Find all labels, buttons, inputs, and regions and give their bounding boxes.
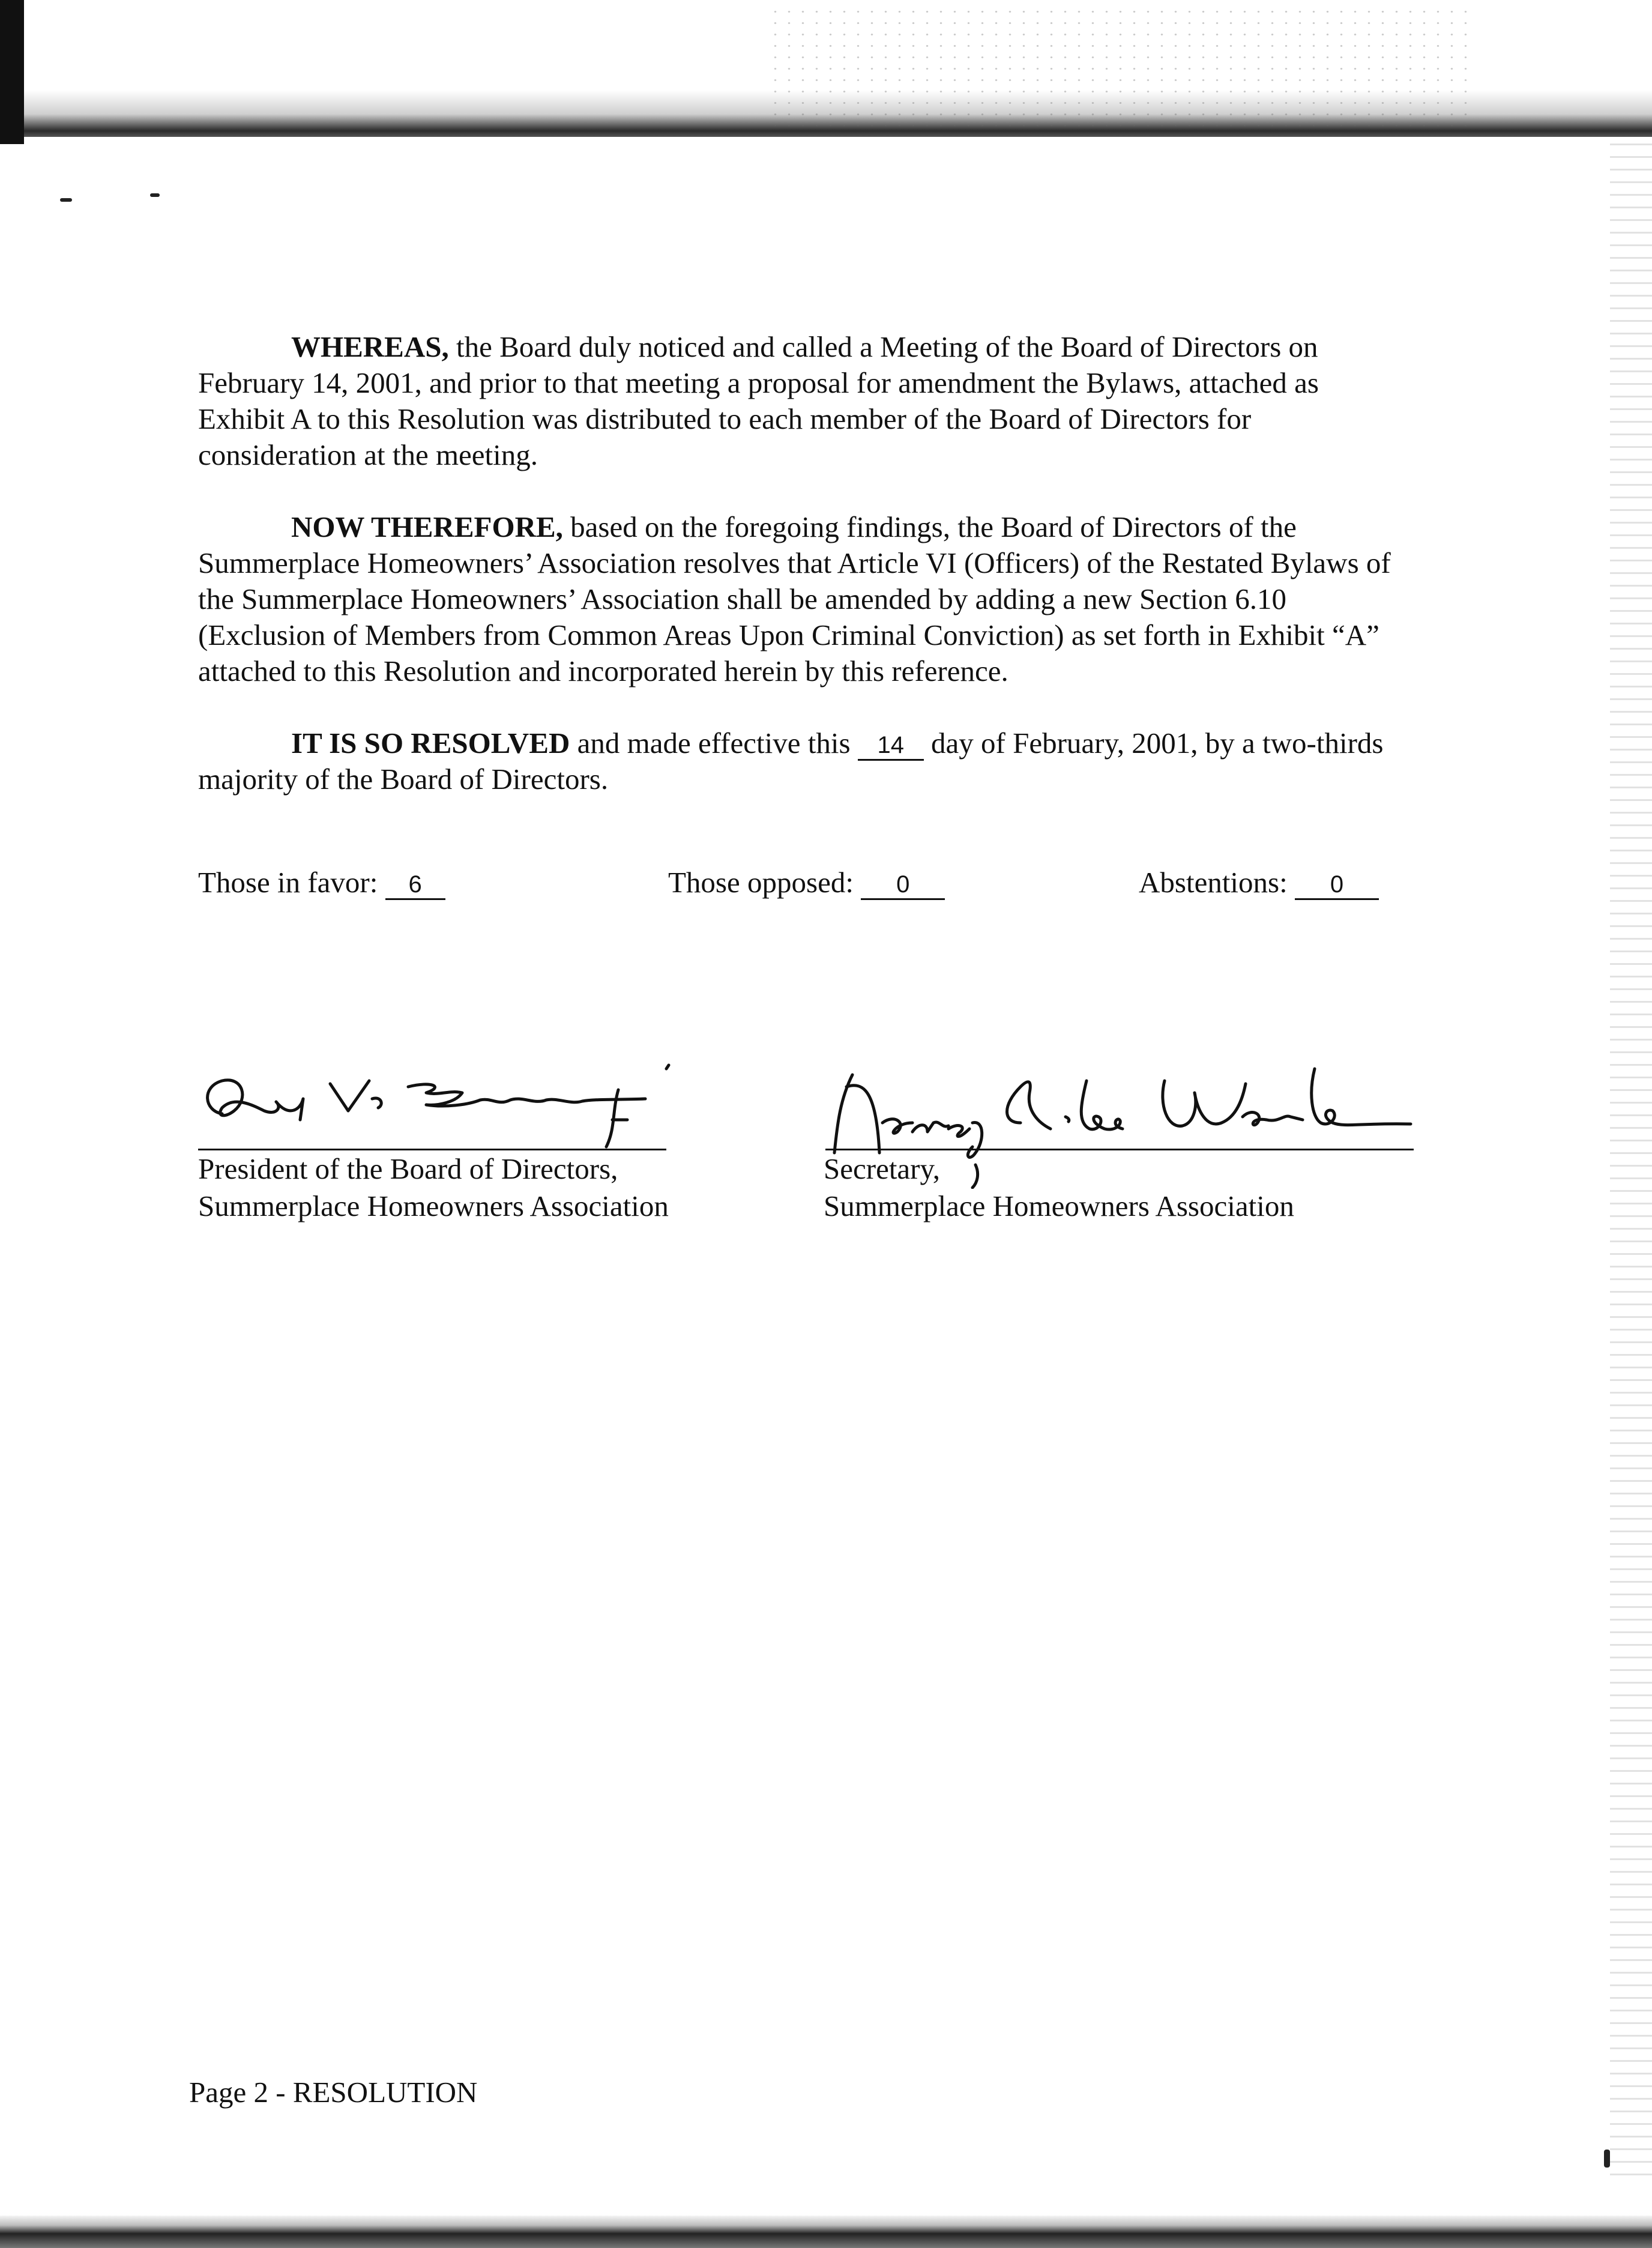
votes-abstentions <box>1139 865 1379 901</box>
secretary-organization: Summerplace Homeowners Association <box>824 1189 1294 1222</box>
scan-corner-shadow <box>0 0 24 144</box>
president-organization: Summerplace Homeowners Association <box>198 1189 669 1222</box>
votes-in-favor <box>198 865 445 901</box>
votes-opposed-value: 0 <box>861 871 945 900</box>
scan-right-edge <box>1610 138 1652 2180</box>
now-therefore-lead: NOW THEREFORE, <box>291 510 563 543</box>
scan-dot <box>1604 2150 1610 2168</box>
whereas-text: the Board duly noticed and called a Meeting of the Board of Directors on February 14, 2001, and prior to that meeting a proposal for amendment the Bylaws, attached as Exhibit A to this Resolution was distributed to each member of the Board of Directors for consideration at the meeting. <box>198 330 1319 471</box>
votes-favor-label: Those in favor: <box>198 866 378 899</box>
president-caption <box>198 1150 669 1225</box>
votes-abstentions-label: Abstentions: <box>1139 866 1288 899</box>
whereas-lead: WHEREAS, <box>291 330 449 363</box>
scan-speckle-noise <box>768 6 1477 126</box>
resolved-day-blank: 14 <box>858 731 924 761</box>
resolved-lead: IT IS SO RESOLVED <box>291 727 570 760</box>
votes-opposed-label: Those opposed: <box>668 866 854 899</box>
resolved-text-before: and made effective this <box>570 727 858 760</box>
president-signature <box>198 1063 672 1153</box>
scan-dot <box>60 198 72 202</box>
now-therefore-text: based on the foregoing findings, the Board of Directors of the Summerplace Homeowners’ Association resolves that Article VI (Officers) of the Restated Bylaws of the Summerplace Homeowners’ Association shall be amended by adding a new Section 6.10 (Exclusion of Members from Common Areas Upon Criminal Conviction) as set forth in Exhibit “A” attached to this Resolution and incorporated herein by this reference. <box>198 510 1391 687</box>
votes-favor-value: 6 <box>385 871 445 900</box>
scan-bottom-border <box>0 2216 1652 2248</box>
secretary-title: Secretary, <box>824 1152 941 1185</box>
president-title: President of the Board of Directors, <box>198 1152 618 1185</box>
secretary-caption <box>824 1150 1294 1225</box>
now-therefore-paragraph <box>198 509 1393 689</box>
resolved-text-after: day of February, 2001, by a two-thirds majority of the Board of Directors. <box>198 727 1384 796</box>
resolved-paragraph <box>198 725 1393 797</box>
scan-dot <box>150 193 160 197</box>
votes-abstentions-value: 0 <box>1295 871 1379 900</box>
whereas-paragraph <box>198 329 1393 473</box>
page-footer: Page 2 - RESOLUTION <box>189 2076 478 2109</box>
votes-opposed <box>668 865 945 901</box>
